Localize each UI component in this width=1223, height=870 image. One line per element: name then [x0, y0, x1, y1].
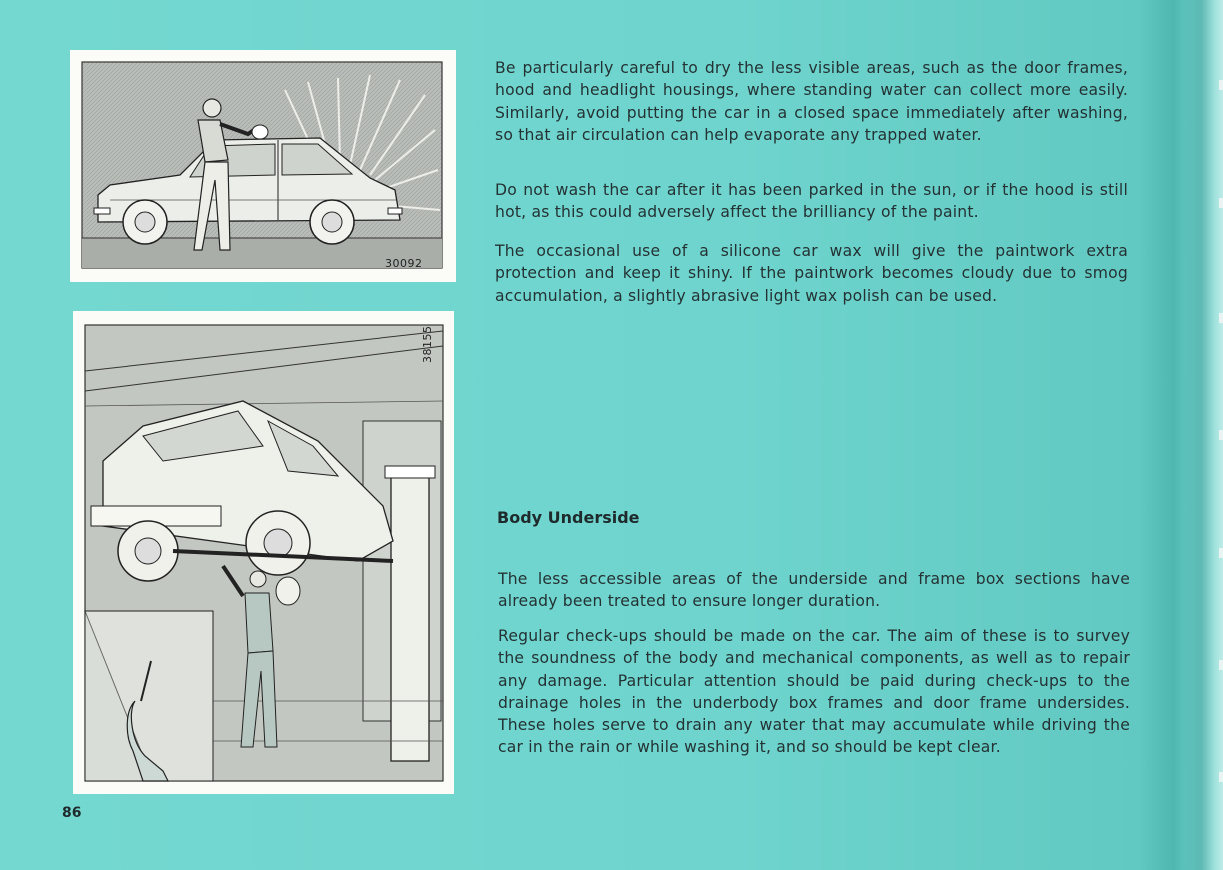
underside-text	[498, 568, 1130, 613]
checkups-text	[498, 625, 1130, 759]
page-tab-mark	[1219, 198, 1223, 208]
car-lift-illustration	[73, 311, 454, 794]
page-tab-mark	[1219, 80, 1223, 90]
paragraph-wax: The occasional use of a silicone car wax will give the paintwork extra protection and keep it shiny. If the paintwork becomes cloudy due to smog accumulation, a slightly abrasive light wax polish can be used.	[495, 242, 1128, 305]
paragraph-sun: Do not wash the car after it has been parked in the sun, or if the hood is still hot, as this could adversely affect the brilliancy of the paint.	[495, 181, 1128, 222]
wax-text	[495, 240, 1128, 307]
paragraph-underside-treated: The less accessible areas of the underside and frame box sections have already been treated to ensure longer duration.	[498, 570, 1130, 611]
page-tab-mark	[1219, 660, 1223, 670]
section-heading: Body Underside	[497, 508, 640, 527]
intro-text-block	[495, 57, 1128, 146]
page-tab-mark	[1219, 548, 1223, 558]
page-gutter-shadow	[1183, 0, 1223, 870]
figure-number: 30092	[385, 257, 423, 270]
page-tab-mark	[1219, 430, 1223, 440]
page-number: 86	[62, 805, 82, 821]
sun-warning-text	[495, 179, 1128, 224]
paragraph-drying: Be particularly careful to dry the less visible areas, such as the door frames, hood and headlight housings, where standing water can collect more easily. Similarly, avoid putting the car in a closed space immediately after washing, so that air circulation can help evaporate any trapped water.	[495, 59, 1128, 144]
figure-car-lift	[73, 311, 454, 794]
figure-car-washing	[70, 50, 456, 282]
page-tab-mark	[1219, 772, 1223, 782]
page-tab-mark	[1219, 313, 1223, 323]
car-washing-illustration	[70, 50, 456, 282]
paragraph-checkups: Regular check-ups should be made on the car. The aim of these is to survey the soundness of the body and mechanical components, as well as to repair any damage. Particular attention should be paid during check-ups to the drainage holes in the underbody box frames and door frame undersides. These holes serve to drain any water that may accumulate while driving the car in the rain or while washing it, and so should be kept clear.	[498, 627, 1130, 757]
figure-number: 38155	[421, 325, 434, 363]
